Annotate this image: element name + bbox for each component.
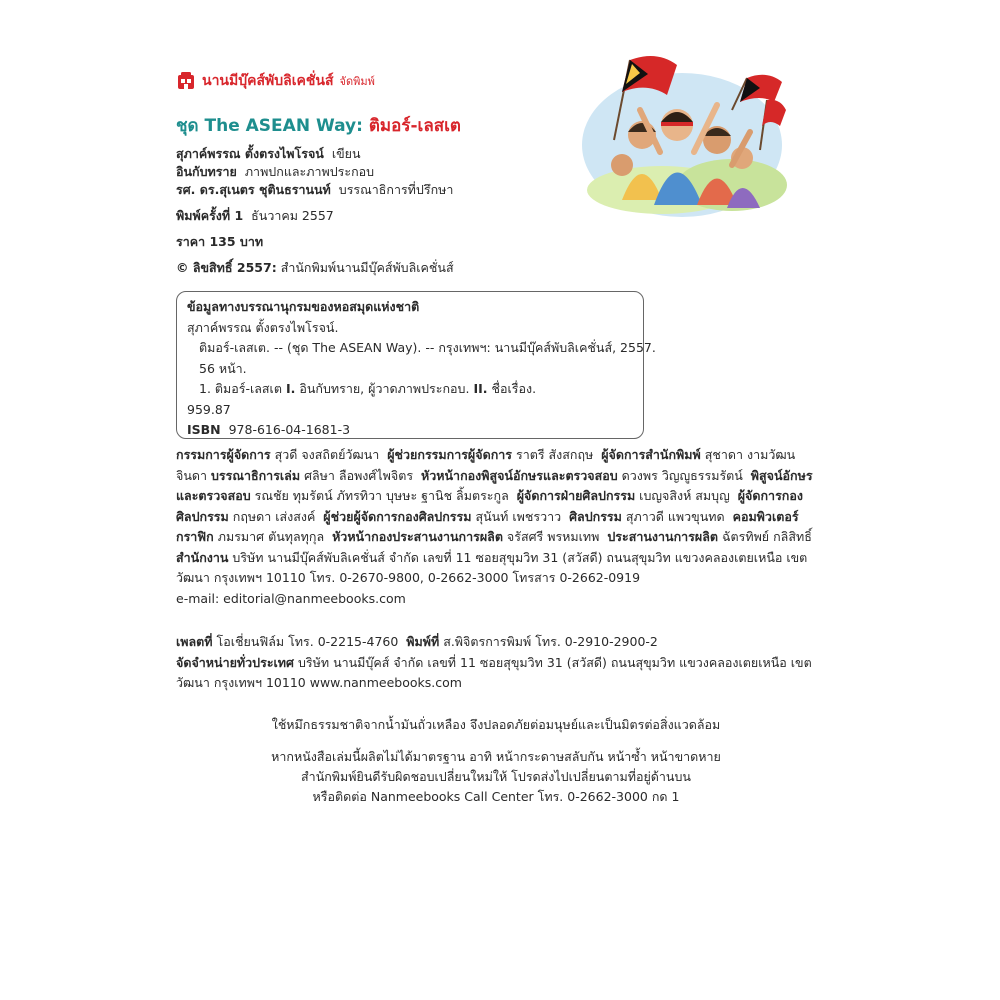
cataloging-box bbox=[176, 291, 656, 439]
copyright-line bbox=[176, 259, 454, 277]
staff-role: ผู้ช่วยผู้จัดการกองศิลปกรรม bbox=[323, 508, 472, 524]
price-line bbox=[176, 233, 454, 251]
isbn-value: 978-616-04-1681-3 bbox=[228, 422, 351, 437]
eco-ink-note: ใช้หมึกธรรมชาติจากน้ำมันถั่วเหลือง จึงปลอดภัยต่อมนุษย์และเป็นมิตรต่อสิ่งแวดล้อม bbox=[271, 717, 721, 732]
credits-block bbox=[176, 145, 454, 277]
catalog-subjects bbox=[187, 379, 633, 400]
staff-name: เบญจสิงห์ สมบุญ bbox=[639, 488, 730, 503]
staff-name: สุนันท์ เพชรวาว bbox=[475, 508, 562, 524]
credit-author bbox=[176, 145, 454, 163]
staff-role: หัวหน้ากองพิสูจน์อักษรและตรวจสอบ bbox=[421, 467, 618, 483]
book-title bbox=[176, 112, 461, 139]
staff-role: ศิลปกรรม bbox=[569, 508, 622, 524]
publisher-role: จัดพิมพ์ bbox=[339, 75, 375, 88]
defect-notice-line: สำนักพิมพ์ยินดีรับผิดชอบเปลี่ยนใหม่ให้ โปรดส่งไปเปลี่ยนตามที่อยู่ด้านบน bbox=[301, 769, 691, 784]
book-name: ติมอร์-เลสเต bbox=[368, 116, 461, 136]
copyright-label: © ลิขสิทธิ์ 2557: bbox=[176, 260, 277, 275]
publisher-logo-icon bbox=[176, 71, 196, 91]
staff-name: สุภาวดี แพวขุนทด bbox=[625, 508, 725, 524]
staff-role: กรรมการผู้จัดการ bbox=[176, 447, 271, 462]
catalog-subject: อินกับทราย, ผู้วาดภาพประกอบ. bbox=[299, 381, 470, 396]
staff-role: ผู้ช่วยกรรมการผู้จัดการ bbox=[387, 447, 512, 462]
catalog-title-line: ติมอร์-เลสเต. -- (ชุด The ASEAN Way). -- กรุงเทพฯ: นานมีบุ๊คส์พับลิเคชั่นส์, 2557. bbox=[199, 340, 656, 355]
distribution-line bbox=[176, 653, 816, 694]
credit-name: สุภาค์พรรณ ตั้งตรงไพโรจน์ bbox=[176, 146, 324, 161]
distribution-label: จัดจำหน่ายทั่วประเทศ bbox=[176, 654, 294, 670]
staff-role: ประสานงานการผลิต bbox=[607, 529, 718, 544]
edition-date: ธันวาคม 2557 bbox=[251, 208, 334, 223]
isbn-label: ISBN bbox=[187, 422, 221, 437]
staff-name: จรัสศรี พรหมเทพ bbox=[506, 529, 600, 544]
price-text: ราคา 135 บาท bbox=[176, 234, 264, 249]
catalog-roman-numeral: II. bbox=[473, 381, 488, 396]
publisher-name: นานมีบุ๊คส์พับลิเคชั่นส์ bbox=[202, 73, 334, 89]
email-line: e-mail: editorial@nanmeebooks.com bbox=[176, 590, 406, 606]
publisher-line bbox=[176, 70, 375, 92]
catalog-pages: 56 หน้า. bbox=[199, 360, 247, 376]
copyright-holder: สำนักพิมพ์นานมีบุ๊คส์พับลิเคชั่นส์ bbox=[280, 260, 454, 275]
printer-value: ส.พิจิตรการพิมพ์ โทร. 0-2910-2900-2 bbox=[443, 634, 658, 649]
staff-role: หัวหน้ากองประสานงานการผลิต bbox=[332, 529, 503, 544]
printer-label: พิมพ์ที่ bbox=[406, 634, 440, 649]
catalog-subject: 1. ติมอร์-เลสเต bbox=[199, 381, 282, 396]
defect-notice-line: หรือติดต่อ Nanmeebooks Call Center โทร. 0-2662-3000 กด 1 bbox=[312, 789, 680, 804]
staff-name: สุชาดา งามวัฒนจินดา bbox=[176, 447, 796, 483]
credit-role: ภาพปกและภาพประกอบ bbox=[244, 164, 375, 179]
catalog-heading: ข้อมูลทางบรรณานุกรมของหอสมุดแห่งชาติ bbox=[187, 299, 420, 314]
credit-name: รศ. ดร.สุเนตร ชุตินธรานนท์ bbox=[176, 182, 331, 197]
credit-role: เขียน bbox=[331, 146, 361, 161]
credit-illustrator bbox=[176, 163, 454, 181]
catalog-isbn bbox=[187, 420, 633, 441]
staff-name: สุวดี จงสถิตย์วัฒนา bbox=[274, 447, 380, 462]
staff-name: ศลิษา ลือพงศ์ไพจิตร bbox=[304, 467, 414, 483]
catalog-classification: 959.87 bbox=[187, 401, 231, 417]
staff-role: ผู้จัดการกองศิลปกรรม bbox=[176, 488, 803, 524]
credit-name: อินกับทราย bbox=[176, 164, 237, 179]
staff-name: รณชัย ทุมรัตน์ ภัทรทิวา บุษษะ ฐานิช ลิ้มตระกูล bbox=[254, 488, 509, 503]
cover-illustration bbox=[582, 40, 787, 220]
series-name: ชุด The ASEAN Way: bbox=[176, 116, 363, 136]
plate-value: โอเชี่ยนฟิล์ม โทร. 0-2215-4760 bbox=[216, 634, 399, 649]
distribution-value: บริษัท นานมีบุ๊คส์ จำกัด เลขที่ 11 ซอยสุขุมวิท 31 (สวัสดี) ถนนสุขุมวิท แขวงคลองเตยเหนือ เขตวัฒนา กรุงเทพฯ 10110 www.nanmeebooks.com bbox=[176, 654, 812, 690]
credit-role: บรรณาธิการที่ปรึกษา bbox=[338, 182, 454, 197]
staff-name: กฤษดา เส่งสงค์ bbox=[232, 508, 316, 524]
staff-role: คอมพิวเตอร์กราฟิก bbox=[176, 508, 799, 544]
staff-name: บริษัท นานมีบุ๊คส์พับลิเคชั่นส์ จำกัด เลขที่ 11 ซอยสุขุมวิท 31 (สวัสดี) ถนนสุขุมวิท แขวงคลองเตยเหนือ เขตวัฒนา กรุงเทพฯ 10110 โทร. 0-2670-9800, 0-2662-3000 โทรสาร 0-2662-0919 bbox=[176, 549, 808, 585]
staff-role: ผู้จัดการสำนักพิมพ์ bbox=[601, 447, 701, 462]
plate-label: เพลตที่ bbox=[176, 634, 213, 649]
credit-advisor bbox=[176, 181, 454, 199]
staff-name: ฉัตรทิพย์ กลิสิทธิ์ bbox=[721, 529, 812, 544]
printing-info bbox=[176, 632, 816, 694]
staff-role: สำนักงาน bbox=[176, 549, 229, 565]
defect-notice bbox=[176, 747, 816, 807]
edition-label: พิมพ์ครั้งที่ 1 bbox=[176, 208, 244, 223]
staff-role: พิสูจน์อักษรและตรวจสอบ bbox=[176, 467, 813, 503]
edition-line bbox=[176, 207, 454, 225]
staff-role: ผู้จัดการฝ่ายศิลปกรรม bbox=[516, 488, 636, 503]
staff-name: ดวงพร วิญญูธรรมรัตน์ bbox=[621, 467, 743, 483]
catalog-subject: ชื่อเรื่อง. bbox=[491, 381, 537, 396]
staff-name: ภมรมาศ ตันทุลทุกุล bbox=[217, 529, 325, 544]
catalog-roman-numeral: I. bbox=[285, 381, 296, 396]
defect-notice-line: หากหนังสือเล่มนี้ผลิตไม่ได้มาตรฐาน อาทิ หน้ากระดาษสลับกัน หน้าซ้ำ หน้าขาดหาย bbox=[271, 749, 721, 764]
plate-printer-line bbox=[176, 632, 816, 653]
staff-credits bbox=[176, 445, 816, 609]
staff-name: ราตรี สังสกฤษ bbox=[515, 447, 594, 462]
catalog-author: สุภาค์พรรณ ตั้งตรงไพโรจน์. bbox=[187, 319, 339, 335]
staff-role: บรรณาธิการเล่ม bbox=[211, 467, 301, 483]
